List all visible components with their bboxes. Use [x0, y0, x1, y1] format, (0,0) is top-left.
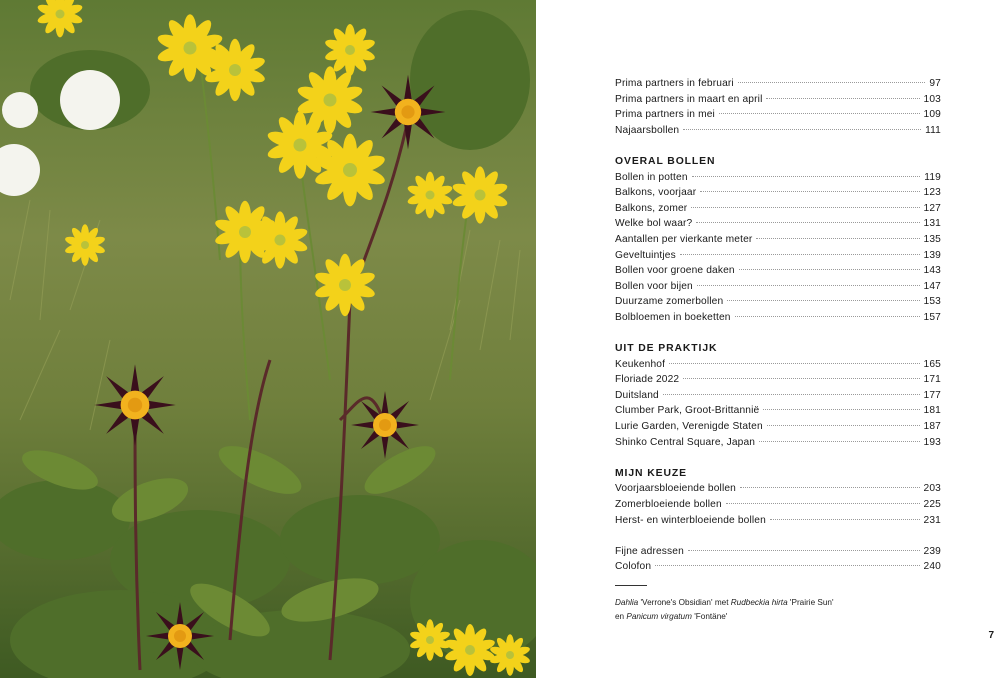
- toc-entry-page: 111: [925, 124, 941, 136]
- toc-entry-title: Bollen in potten: [615, 171, 688, 183]
- toc-entry-page: 135: [923, 233, 941, 245]
- toc-entry[interactable]: [615, 123, 941, 139]
- dot-leader: [680, 253, 920, 255]
- toc-entry-title: Fijne adressen: [615, 545, 684, 557]
- toc-entry[interactable]: [615, 357, 941, 373]
- toc-entry-page: 171: [923, 374, 941, 386]
- toc-entry-title: Voorjaarsbloeiende bollen: [615, 483, 736, 495]
- dot-leader: [739, 268, 920, 270]
- toc-entry[interactable]: [615, 388, 941, 404]
- caption-rule: [615, 585, 647, 586]
- toc-entry-title: Bollen voor groene daken: [615, 265, 735, 277]
- toc-entry-page: 157: [923, 311, 941, 323]
- toc-entry-page: 103: [923, 93, 941, 105]
- toc-entry[interactable]: [615, 544, 941, 560]
- spacer: [615, 528, 941, 544]
- dot-leader: [683, 128, 921, 130]
- toc-entry-title: Welke bol waar?: [615, 218, 693, 230]
- dot-leader: [655, 564, 919, 566]
- section-heading: UIT DE PRAKTIJK: [615, 343, 718, 355]
- dot-leader: [767, 424, 920, 426]
- dot-leader: [738, 81, 926, 83]
- toc-entry-title: Keukenhof: [615, 358, 666, 370]
- toc-entry-title: Balkons, zomer: [615, 202, 688, 214]
- dot-leader: [719, 112, 920, 114]
- toc-entry-title: Geveltuintjes: [615, 249, 676, 261]
- toc-entry[interactable]: [615, 92, 941, 108]
- toc-entry-title: Prima partners in mei: [615, 109, 715, 121]
- toc-entry-title: Balkons, voorjaar: [615, 187, 697, 199]
- toc-entry[interactable]: [615, 559, 941, 575]
- toc-entry-title: Aantallen per vierkante meter: [615, 233, 753, 245]
- caption-text: 'Fontäne': [691, 612, 728, 621]
- dot-leader: [691, 206, 919, 208]
- toc-entry-page: 203: [923, 483, 941, 495]
- dot-leader: [726, 502, 920, 504]
- caption-genus: Panicum virgatum: [626, 612, 692, 621]
- toc-entry[interactable]: [615, 435, 941, 451]
- toc-entry-page: 131: [923, 218, 941, 230]
- toc-entry-page: 139: [923, 249, 941, 261]
- toc-entry-page: 240: [923, 561, 941, 573]
- toc-entry-title: Lurie Garden, Verenigde Staten: [615, 421, 763, 433]
- dot-leader: [756, 237, 919, 239]
- caption-genus: Rudbeckia hirta: [730, 598, 788, 607]
- toc-entry-page: 127: [923, 202, 941, 214]
- toc-entry[interactable]: [615, 419, 941, 435]
- toc-entry-title: Colofon: [615, 561, 652, 573]
- toc-entry[interactable]: [615, 372, 941, 388]
- toc-entry-page: 123: [923, 187, 941, 199]
- dot-leader: [692, 175, 921, 177]
- toc-entry-title: Prima partners in maart en april: [615, 93, 763, 105]
- toc-entry-page: 97: [929, 78, 941, 89]
- dot-leader: [759, 440, 919, 442]
- toc-entry[interactable]: [615, 279, 941, 295]
- toc-entry-page: 231: [923, 514, 941, 526]
- toc-entry-page: 119: [924, 171, 941, 183]
- toc-entry[interactable]: [615, 107, 941, 123]
- dot-leader: [770, 518, 920, 520]
- toc-entry[interactable]: [615, 403, 941, 419]
- toc-entry-page: 109: [923, 109, 941, 121]
- dot-leader: [763, 408, 919, 410]
- toc-entry[interactable]: [615, 201, 941, 217]
- toc-entry[interactable]: [615, 294, 941, 310]
- toc-entry-title: Clumber Park, Groot-Brittannië: [615, 405, 760, 417]
- toc-entry-title: Duitsland: [615, 389, 659, 401]
- dot-leader: [696, 221, 919, 223]
- toc-entry-title: Shinko Central Square, Japan: [615, 436, 756, 448]
- toc-entry-page: 181: [923, 405, 941, 417]
- caption-text: en: [615, 612, 627, 621]
- toc-entry-title: Duurzame zomerbollen: [615, 296, 724, 308]
- dot-leader: [735, 315, 920, 317]
- toc-entry-page: 225: [923, 499, 941, 511]
- caption-genus: Dahlia: [615, 598, 639, 607]
- toc-entry-page: 177: [923, 389, 941, 401]
- caption-text: 'Prairie Sun': [787, 598, 834, 607]
- dot-leader: [697, 284, 920, 286]
- toc-entry-title: Najaarsbollen: [615, 124, 680, 136]
- toc-entry-title: Zomerbloeiende bollen: [615, 499, 722, 511]
- toc-entry[interactable]: [615, 497, 941, 513]
- toc-entry-page: 187: [923, 421, 941, 433]
- toc-entry[interactable]: [615, 216, 941, 232]
- toc-entry-title: Bollen voor bijen: [615, 280, 693, 292]
- toc-entry[interactable]: [615, 481, 941, 497]
- toc-entry-page: 165: [923, 358, 941, 370]
- dot-leader: [700, 190, 919, 192]
- toc-entry-page: 239: [923, 545, 941, 557]
- toc-entry-page: 143: [923, 265, 941, 277]
- dot-leader: [727, 299, 919, 301]
- caption-text: 'Verrone's Obsidian' met: [638, 598, 731, 607]
- toc-entry[interactable]: [615, 513, 941, 529]
- toc-entry[interactable]: [615, 232, 941, 248]
- toc-entry[interactable]: [615, 76, 941, 92]
- toc-intro-group: [615, 76, 941, 138]
- section-heading: OVERAL BOLLEN: [615, 155, 716, 167]
- dot-leader: [669, 362, 919, 364]
- toc-page: [536, 0, 1000, 678]
- dot-leader: [683, 377, 919, 379]
- toc-entry[interactable]: [615, 310, 941, 326]
- toc-entry-title: Herst- en winterbloeiende bollen: [615, 514, 766, 526]
- toc-entry[interactable]: [615, 248, 941, 264]
- toc-entry-title: Floriade 2022: [615, 374, 680, 386]
- toc-entry-page: 193: [923, 436, 941, 448]
- toc-entry[interactable]: [615, 185, 941, 201]
- page-number: 7: [988, 630, 994, 641]
- toc-entry-page: 147: [923, 280, 941, 292]
- dot-leader: [740, 486, 920, 488]
- toc-entry-title: Prima partners in februari: [615, 78, 734, 89]
- toc-entry[interactable]: [615, 170, 941, 186]
- photo-caption: [615, 596, 941, 624]
- toc-entry[interactable]: [615, 263, 941, 279]
- table-of-contents: [615, 76, 941, 624]
- section-heading: MIJN KEUZE: [615, 467, 687, 479]
- dot-leader: [766, 97, 919, 99]
- toc-entry-title: Bolbloemen in boeketten: [615, 311, 731, 323]
- dot-leader: [663, 393, 920, 395]
- dot-leader: [688, 549, 920, 551]
- toc-entry-page: 153: [923, 296, 941, 308]
